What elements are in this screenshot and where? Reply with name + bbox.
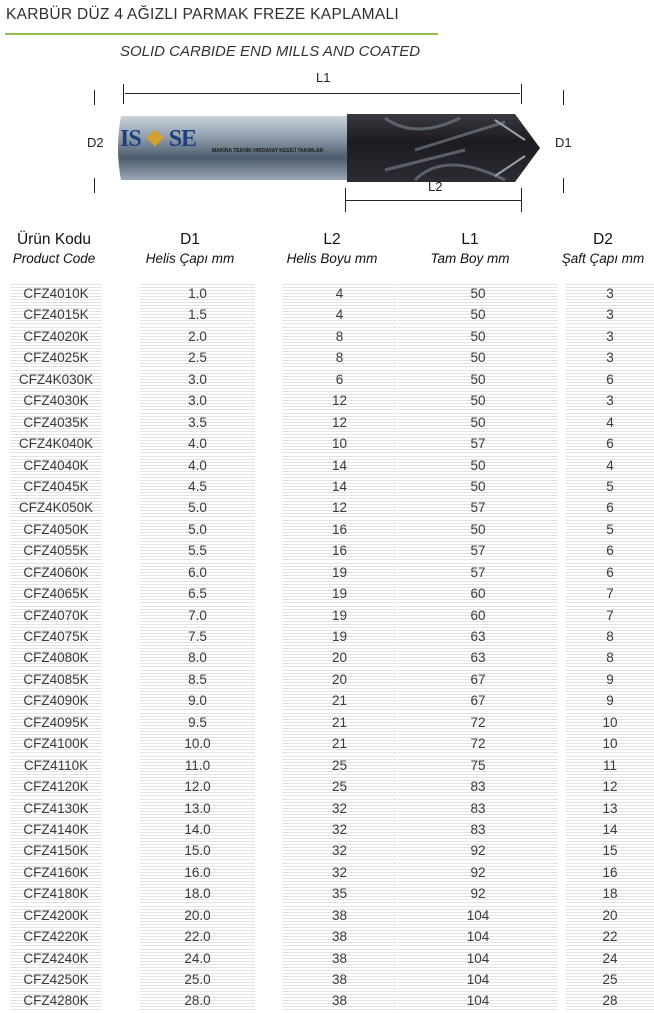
title-english: SOLID CARBIDE END MILLS AND COATED [120,43,421,60]
l2-cell: 14 [282,477,397,496]
l2-dimension-line [345,200,521,201]
product-code-cell: CFZ4180K [10,884,102,903]
d2-cell: 3 [566,327,654,346]
product-code-cell: CFZ4055K [10,541,102,560]
d1-cell: 4.0 [140,434,255,453]
d1-cell: 28.0 [140,991,255,1010]
product-code-cell: CFZ4220K [10,927,102,946]
l2-cell: 38 [282,949,397,968]
product-code-cell: CFZ4120K [10,777,102,796]
l1-cell: 104 [398,970,558,989]
l1-cell: 104 [398,991,558,1010]
l2-cell: 32 [282,863,397,882]
product-code-cell: CFZ4160K [10,863,102,882]
d2-cell: 22 [566,927,654,946]
d1-cell: 13.0 [140,799,255,818]
d1-cell: 24.0 [140,949,255,968]
d2-cell: 3 [566,348,654,367]
d2-cell: 20 [566,906,654,925]
product-code-cell: CFZ4K030K [10,370,102,389]
l2-cell: 12 [282,413,397,432]
l1-cell: 60 [398,584,558,603]
l1-cell: 50 [398,348,558,367]
l2-cell: 38 [282,970,397,989]
l1-cell: 57 [398,498,558,517]
d2-cell: 7 [566,606,654,625]
d2-cell: 9 [566,670,654,689]
header-l1 [410,230,530,268]
d1-label: D1 [555,135,572,150]
table-row [0,434,654,455]
l1-label: L1 [316,70,331,85]
l2-cell: 38 [282,927,397,946]
product-code-cell: CFZ4010K [10,284,102,303]
l1-cell: 50 [398,284,558,303]
product-code-cell: CFZ4150K [10,841,102,860]
title-turkish: KARBÜR DÜZ 4 AĞIZLI PARMAK FREZE KAPLAMALI [6,6,400,23]
l1-cell: 50 [398,327,558,346]
product-code-cell: CFZ4090K [10,691,102,710]
l2-cell: 25 [282,756,397,775]
d1-cell: 18.0 [140,884,255,903]
d2-cell: 10 [566,713,654,732]
d2-cell: 24 [566,949,654,968]
d1-cell: 9.0 [140,691,255,710]
d2-cell: 10 [566,734,654,753]
d2-cell: 6 [566,370,654,389]
table-row [0,863,654,884]
l1-dimension-line [125,93,520,94]
l2-cell: 4 [282,284,397,303]
d2-bottom-tick [94,178,95,193]
l1-cell: 50 [398,413,558,432]
d1-cell: 5.0 [140,498,255,517]
header-product-code-en: Product Code [12,251,96,266]
table-row [0,370,654,391]
product-code-cell: CFZ4045K [10,477,102,496]
d2-cell: 7 [566,584,654,603]
table-row [0,541,654,562]
l2-cell: 19 [282,627,397,646]
product-code-cell: CFZ4K050K [10,498,102,517]
l1-cell: 83 [398,799,558,818]
d1-cell: 3.0 [140,391,255,410]
l1-cell: 83 [398,777,558,796]
l2-cell: 20 [282,648,397,667]
table-row [0,991,654,1012]
d1-cell: 10.0 [140,734,255,753]
table-row [0,477,654,498]
l1-cell: 50 [398,477,558,496]
table-row [0,305,654,326]
table-row [0,884,654,905]
l1-cell: 83 [398,820,558,839]
product-code-cell: CFZ4240K [10,949,102,968]
table-row [0,413,654,434]
d1-cell: 6.0 [140,563,255,582]
table-row [0,456,654,477]
table-row [0,777,654,798]
spec-table-body [0,284,654,1013]
l1-cell: 57 [398,563,558,582]
header-l2-tr: L2 [323,231,341,248]
l2-cell: 12 [282,498,397,517]
product-code-cell: CFZ4020K [10,327,102,346]
table-row [0,820,654,841]
d2-cell: 13 [566,799,654,818]
l2-cell: 38 [282,991,397,1010]
l1-right-tick [521,84,522,104]
header-d1 [130,230,250,268]
l1-cell: 50 [398,391,558,410]
d1-cell: 22.0 [140,927,255,946]
end-mill-diagram [0,64,654,224]
d2-cell: 12 [566,777,654,796]
l2-cell: 19 [282,606,397,625]
d2-cell: 6 [566,434,654,453]
d2-cell: 14 [566,820,654,839]
table-row [0,284,654,305]
product-code-cell: CFZ4200K [10,906,102,925]
l2-cell: 19 [282,584,397,603]
table-row [0,584,654,605]
l2-cell: 21 [282,691,397,710]
l1-cell: 57 [398,541,558,560]
table-row [0,841,654,862]
d1-cell: 1.5 [140,305,255,324]
d1-cell: 15.0 [140,841,255,860]
table-row [0,327,654,348]
header-l1-tr: L1 [461,231,479,248]
l1-cell: 63 [398,627,558,646]
product-code-cell: CFZ4070K [10,606,102,625]
table-row [0,756,654,777]
product-code-cell: CFZ4095K [10,713,102,732]
l1-cell: 104 [398,927,558,946]
d2-cell: 8 [566,627,654,646]
header-l2 [272,230,392,268]
l2-cell: 21 [282,734,397,753]
d1-cell: 7.5 [140,627,255,646]
d2-cell: 11 [566,756,654,775]
l2-cell: 35 [282,884,397,903]
table-row [0,713,654,734]
l1-cell: 92 [398,884,558,903]
l2-cell: 8 [282,348,397,367]
d2-cell: 5 [566,520,654,539]
product-code-cell: CFZ4065K [10,584,102,603]
d2-cell: 9 [566,691,654,710]
d1-cell: 4.5 [140,477,255,496]
product-code-cell: CFZ4130K [10,799,102,818]
d2-cell: 6 [566,541,654,560]
d1-cell: 3.5 [140,413,255,432]
d1-cell: 12.0 [140,777,255,796]
table-row [0,906,654,927]
product-code-cell: CFZ4140K [10,820,102,839]
product-code-cell: CFZ4250K [10,970,102,989]
product-code-cell: CFZ4K040K [10,434,102,453]
d2-cell: 3 [566,305,654,324]
product-code-cell: CFZ4030K [10,391,102,410]
l2-label: L2 [428,179,443,194]
header-d2 [552,230,654,268]
d2-cell: 8 [566,648,654,667]
l1-cell: 72 [398,734,558,753]
header-product-code [0,230,108,268]
product-code-cell: CFZ4085K [10,670,102,689]
d1-cell: 5.5 [140,541,255,560]
d1-cell: 6.5 [140,584,255,603]
l2-cell: 20 [282,670,397,689]
d1-cell: 3.0 [140,370,255,389]
table-row [0,648,654,669]
header-product-code-tr: Ürün Kodu [16,231,92,248]
l1-cell: 60 [398,606,558,625]
l1-cell: 50 [398,305,558,324]
d1-cell: 9.5 [140,713,255,732]
product-code-cell: CFZ4280K [10,991,102,1010]
product-code-cell: CFZ4060K [10,563,102,582]
d1-cell: 20.0 [140,906,255,925]
l2-cell: 19 [282,563,397,582]
l2-cell: 12 [282,391,397,410]
table-row [0,670,654,691]
l2-cell: 10 [282,434,397,453]
header-d2-tr: D2 [593,231,613,248]
header-d1-tr: D1 [180,231,200,248]
d1-bottom-tick [563,178,564,193]
d1-cell: 1.0 [140,284,255,303]
l1-cell: 63 [398,648,558,667]
table-row [0,563,654,584]
l1-cell: 57 [398,434,558,453]
l2-cell: 16 [282,520,397,539]
product-code-cell: CFZ4100K [10,734,102,753]
d2-cell: 25 [566,970,654,989]
l2-cell: 32 [282,820,397,839]
d1-cell: 14.0 [140,820,255,839]
d2-cell: 16 [566,863,654,882]
d2-cell: 6 [566,563,654,582]
l1-cell: 72 [398,713,558,732]
l2-cell: 32 [282,841,397,860]
l1-cell: 67 [398,691,558,710]
table-row [0,520,654,541]
l2-cell: 32 [282,799,397,818]
d1-cell: 8.0 [140,648,255,667]
table-row [0,627,654,648]
d1-cell: 2.0 [140,327,255,346]
title-underline [5,33,438,35]
d1-cell: 25.0 [140,970,255,989]
d2-cell: 28 [566,991,654,1010]
d1-cell: 16.0 [140,863,255,882]
d2-cell: 15 [566,841,654,860]
d1-cell: 5.0 [140,520,255,539]
d2-top-tick [94,90,95,105]
logo-diamond-icon [146,130,163,147]
product-code-cell: CFZ4040K [10,456,102,475]
d1-cell: 8.5 [140,670,255,689]
product-code-cell: CFZ4025K [10,348,102,367]
l1-cell: 67 [398,670,558,689]
l1-cell: 75 [398,756,558,775]
table-row [0,970,654,991]
table-row [0,606,654,627]
d2-cell: 5 [566,477,654,496]
table-row [0,734,654,755]
l2-cell: 16 [282,541,397,560]
table-row [0,691,654,712]
l1-left-tick [123,84,124,104]
d1-top-tick [563,90,564,105]
table-row [0,927,654,948]
header-d2-en: Şaft Çapı mm [561,251,645,266]
table-row [0,799,654,820]
d1-cell: 2.5 [140,348,255,367]
d2-cell: 3 [566,391,654,410]
d2-cell: 4 [566,456,654,475]
product-code-cell: CFZ4035K [10,413,102,432]
product-code-cell: CFZ4015K [10,305,102,324]
l1-cell: 92 [398,841,558,860]
d2-label: D2 [87,135,104,150]
l1-cell: 104 [398,906,558,925]
l2-cell: 8 [282,327,397,346]
product-code-cell: CFZ4050K [10,520,102,539]
l2-cell: 4 [282,305,397,324]
l2-cell: 25 [282,777,397,796]
table-row [0,348,654,369]
table-row [0,498,654,519]
l1-cell: 50 [398,520,558,539]
d2-cell: 3 [566,284,654,303]
d1-cell: 11.0 [140,756,255,775]
isse-logo: IS SE [120,126,197,152]
d1-cell: 4.0 [140,456,255,475]
l1-cell: 50 [398,370,558,389]
product-code-cell: CFZ4075K [10,627,102,646]
l2-cell: 38 [282,906,397,925]
l1-cell: 50 [398,456,558,475]
d2-cell: 6 [566,498,654,517]
l1-cell: 104 [398,949,558,968]
l2-cell: 6 [282,370,397,389]
header-l2-en: Helis Boyu mm [286,251,378,266]
d1-cell: 7.0 [140,606,255,625]
l2-cell: 14 [282,456,397,475]
d2-cell: 18 [566,884,654,903]
header-l1-en: Tam Boy mm [430,251,510,266]
product-code-cell: CFZ4080K [10,648,102,667]
table-row [0,949,654,970]
d2-cell: 4 [566,413,654,432]
l2-cell: 21 [282,713,397,732]
l1-cell: 92 [398,863,558,882]
table-row [0,391,654,412]
header-d1-en: Helis Çapı mm [145,251,235,266]
logo-subtitle: MAKİNA TEKNİK HIRDAVAT KESİCİ TAKIMLAR [212,148,324,154]
l2-right-tick [521,188,522,212]
product-code-cell: CFZ4110K [10,756,102,775]
